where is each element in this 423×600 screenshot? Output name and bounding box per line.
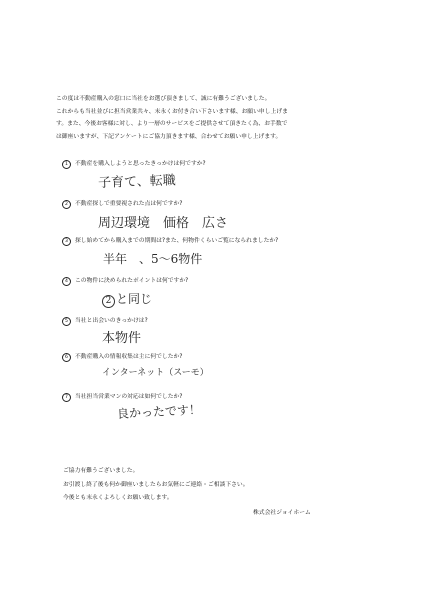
- intro-line: これからも当社並びに担当営業共々、末永くお付き合い下さいます様、お願い申し上げま: [56, 108, 288, 115]
- question-text: 当社と出会いのきっかけは?: [75, 318, 148, 324]
- question-number: 3: [62, 237, 71, 246]
- question-text: 不動産を購入しようと思ったきっかけは何ですか?: [75, 161, 206, 167]
- intro-paragraph: [56, 93, 376, 143]
- closing-line: 今後とも末永くよろしくお願い致します。: [63, 495, 173, 501]
- question-text: 当社担当営業マンの対応は如何でしたか?: [75, 394, 183, 400]
- question-number: 5: [62, 317, 71, 326]
- question-text: この物件に決められたポイントは何ですか?: [75, 278, 189, 284]
- handwritten-answer-4: [102, 290, 152, 308]
- handwritten-answer-5: 本物件: [102, 331, 142, 346]
- handwritten-answer-1: 子育て、転職: [97, 173, 177, 191]
- circled-number: 2: [102, 295, 115, 308]
- handwritten-answer-2: 周辺環境 価格 広さ: [98, 216, 229, 231]
- handwritten-answer-3: 半年 、5〜6物件: [103, 252, 203, 266]
- closing-paragraph: [63, 465, 363, 506]
- question-number: 2: [62, 200, 71, 209]
- company-name: 株式会社ジョイホーム: [253, 510, 311, 516]
- question-number: 7: [62, 393, 71, 402]
- closing-line: ご協力有難うございました。: [63, 468, 139, 474]
- intro-line: は御座いますが、下記アンケートにご協力頂きます様、合わせてお願い申し上げます。: [56, 133, 282, 140]
- intro-line: この度は不動産購入の窓口に当社をお選び頂きまして、誠に有難うございました。: [56, 96, 271, 102]
- question-text: 探し始めてから購入までの期間は?また、何物件くらいご覧になられましたか?: [75, 238, 279, 244]
- question-text: 不動産探しで重要視された点は何ですか?: [75, 201, 183, 207]
- question-text: 不動産購入の情報収集は主に何でしたか?: [75, 354, 183, 360]
- answer-text: と同じ: [116, 292, 153, 306]
- question-number: 6: [62, 353, 71, 362]
- handwritten-answer-7: 良かったです！: [116, 402, 202, 421]
- handwritten-answer-6: インターネット（スーモ）: [102, 368, 209, 378]
- closing-line: お引渡し終了後も何か御座いましたらお気軽にご連絡・ご相談下さい。: [63, 481, 249, 488]
- question-number: 4: [62, 277, 71, 286]
- intro-line: す。また、今後お客様に対し、より一層のサービスをご提供させて頂きたく為、お手数で: [56, 121, 288, 128]
- question-number: 1: [62, 160, 71, 169]
